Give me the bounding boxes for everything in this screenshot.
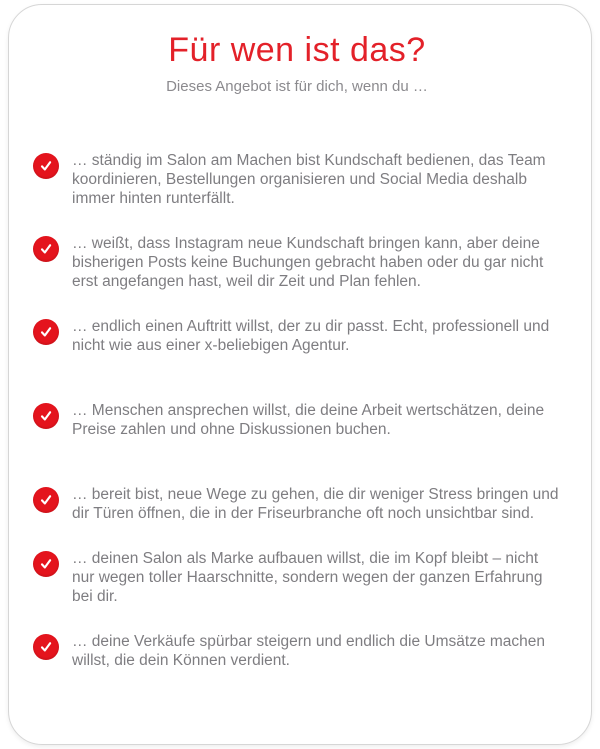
list-item-text: … endlich einen Auftritt willst, der zu dir passt. Echt, professionell und nicht wie aus einer x-beliebigen Agentur.	[72, 318, 550, 354]
check-icon	[33, 487, 59, 513]
list-item-text: … bereit bist, neue Wege zu gehen, die dir weniger Stress bringen und dir Türen öffnen, die in der Friseurbranche oft noch unsichtbar sind.	[72, 486, 559, 522]
list-item-text: … deine Verkäufe spürbar steigern und endlich die Umsätze machen willst, die dein Können verdient.	[72, 633, 546, 669]
check-icon	[33, 551, 59, 577]
list-item	[33, 632, 561, 670]
page-title: Für wen ist das?	[168, 31, 426, 69]
check-icon	[33, 319, 59, 345]
check-icon	[33, 634, 59, 660]
list-item	[33, 151, 561, 208]
list-item	[33, 549, 561, 606]
list-item	[33, 317, 561, 355]
info-card	[8, 4, 592, 745]
list-item	[33, 234, 561, 291]
list-item-text: … deinen Salon als Marke aufbauen willst, die im Kopf bleibt – nicht nur wegen toller Haarschnitte, sondern wegen der ganzen Erfahrung bei dir.	[72, 550, 543, 605]
page-subtitle: Dieses Angebot ist für dich, wenn du …	[166, 78, 428, 95]
list-item	[33, 485, 561, 523]
benefits-list	[33, 151, 561, 670]
list-item-text: … Menschen ansprechen willst, die deine Arbeit wertschätzen, deine Preise zahlen und ohne Diskussionen buchen.	[72, 402, 545, 438]
check-icon	[33, 236, 59, 262]
check-icon	[33, 403, 59, 429]
list-item	[33, 401, 561, 439]
list-item-text: … weißt, dass Instagram neue Kundschaft bringen kann, aber deine bisherigen Posts keine Buchungen gebracht haben oder du gar nicht erst angefangen hast, weil dir Zeit und Plan fehlen.	[72, 235, 544, 290]
list-item-text: … ständig im Salon am Machen bist Kundschaft bedienen, das Team koordinieren, Bestellungen organisieren und Social Media deshalb immer hinten runterfällt.	[72, 152, 546, 207]
check-icon	[33, 153, 59, 179]
